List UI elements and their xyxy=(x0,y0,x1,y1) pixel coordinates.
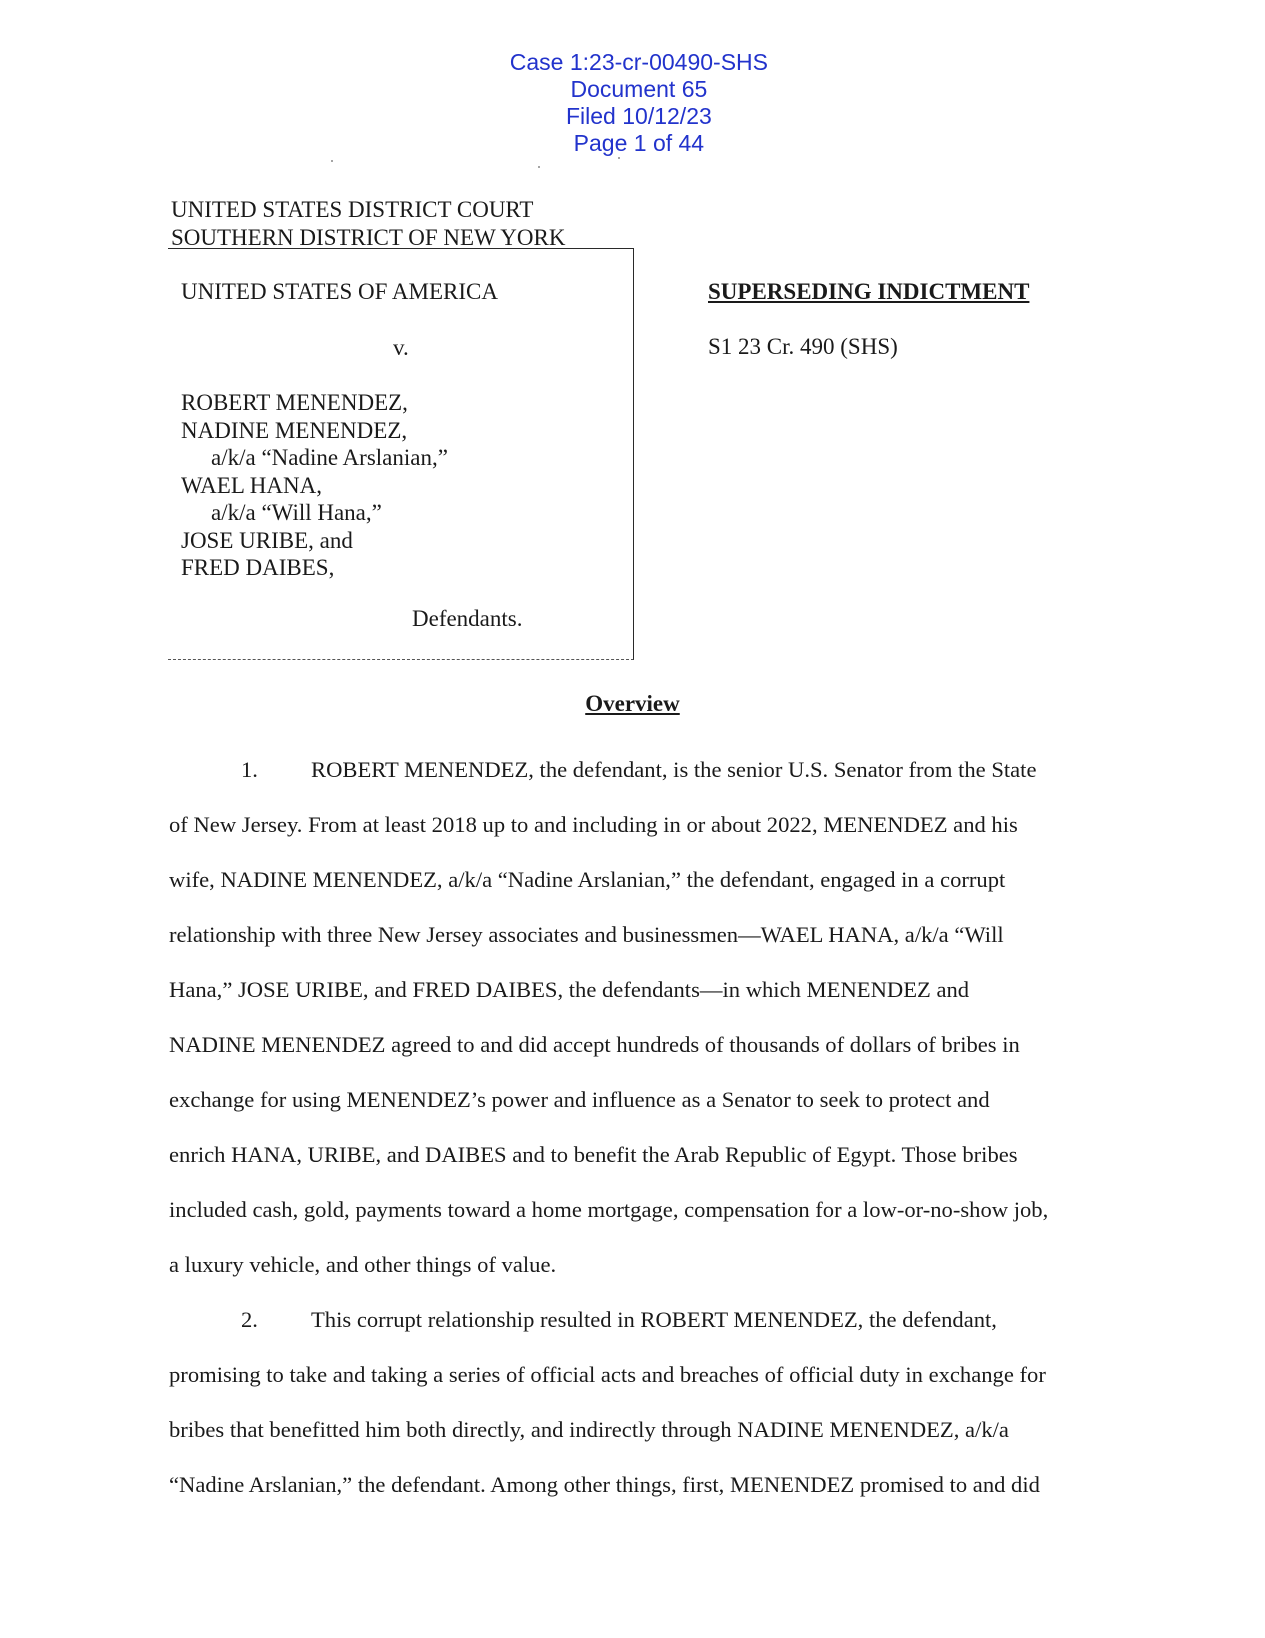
paragraph-1-line: 1. ROBERT MENENDEZ, the defendant, is the senior U.S. Senator from the State xyxy=(169,742,1099,797)
paragraph-number: 1. xyxy=(241,757,258,782)
indictment-body xyxy=(169,742,1099,1512)
paragraph-1-line: Hana,” JOSE URIBE, and FRED DAIBES, the defendants—in which MENENDEZ and xyxy=(169,977,970,1002)
paragraph-2-line: promising to take and taking a series of official acts and breaches of official duty in exchange for xyxy=(169,1362,1046,1387)
paragraph-1-line: of New Jersey. From at least 2018 up to and including in or about 2022, MENENDEZ and his xyxy=(169,812,1018,837)
defendant-name: ROBERT MENENDEZ, xyxy=(181,390,408,415)
plaintiff-name: UNITED STATES OF AMERICA xyxy=(181,279,498,304)
scan-speck xyxy=(538,166,540,168)
paragraph-number: 2. xyxy=(241,1307,258,1332)
paragraph-1-line: exchange for using MENENDEZ’s power and influence as a Senator to seek to protect and xyxy=(169,1087,990,1112)
defendant-alias: a/k/a “Nadine Arslanian,” xyxy=(211,445,448,470)
section-heading-overview: Overview xyxy=(585,691,680,716)
ecf-filed-date: Filed 10/12/23 xyxy=(566,103,712,129)
versus-label: v. xyxy=(393,335,409,360)
scan-speck xyxy=(331,160,333,162)
court-name-line: UNITED STATES DISTRICT COURT xyxy=(171,197,534,222)
docket-number: S1 23 Cr. 490 (SHS) xyxy=(708,334,898,359)
paragraph-1-line: relationship with three New Jersey associates and businessmen—WAEL HANA, a/k/a “Will xyxy=(169,922,1004,947)
defendant-alias: a/k/a “Will Hana,” xyxy=(211,500,382,525)
defendant-name: JOSE URIBE, and xyxy=(181,527,353,553)
paragraph-2-line: 2. This corrupt relationship resulted in ROBERT MENENDEZ, the defendant, xyxy=(169,1292,1099,1347)
paragraph-1-line: included cash, gold, payments toward a home mortgage, compensation for a low-or-no-show job, xyxy=(169,1197,1049,1222)
ecf-document-number: Document 65 xyxy=(570,76,708,102)
defendant-name: WAEL HANA, xyxy=(181,472,322,498)
document-title: SUPERSEDING INDICTMENT xyxy=(708,279,1030,304)
defendant-name: NADINE MENENDEZ, xyxy=(181,417,408,443)
paragraph-1-line: enrich HANA, URIBE, and DAIBES and to benefit the Arab Republic of Egypt. Those bribes xyxy=(169,1142,1018,1167)
paragraph-2-line: bribes that benefitted him both directly, and indirectly through NADINE MENENDEZ, a/k/a xyxy=(169,1417,1009,1442)
court-district-line: SOUTHERN DISTRICT OF NEW YORK xyxy=(171,225,566,250)
paragraph-1-line: wife, NADINE MENENDEZ, a/k/a “Nadine Arslanian,” the defendant, engaged in a corrupt xyxy=(169,867,1006,892)
scan-speck xyxy=(618,157,620,159)
defendants-list xyxy=(181,389,448,582)
ecf-page-number: Page 1 of 44 xyxy=(573,130,705,156)
case-caption-box xyxy=(168,248,634,660)
defendant-name: FRED DAIBES, xyxy=(181,555,335,580)
ecf-case-number: Case 1:23-cr-00490-SHS xyxy=(509,49,768,75)
paragraph-2-line: “Nadine Arslanian,” the defendant. Among other things, first, MENENDEZ promised to and did xyxy=(169,1472,1040,1497)
ecf-filing-header xyxy=(0,22,1265,157)
paragraph-1-line: a luxury vehicle, and other things of value. xyxy=(169,1252,557,1277)
court-name-block xyxy=(171,196,565,252)
defendants-label: Defendants. xyxy=(412,606,523,631)
paragraph-1-line: NADINE MENENDEZ agreed to and did accept hundreds of thousands of dollars of bribes in xyxy=(169,1032,1020,1057)
